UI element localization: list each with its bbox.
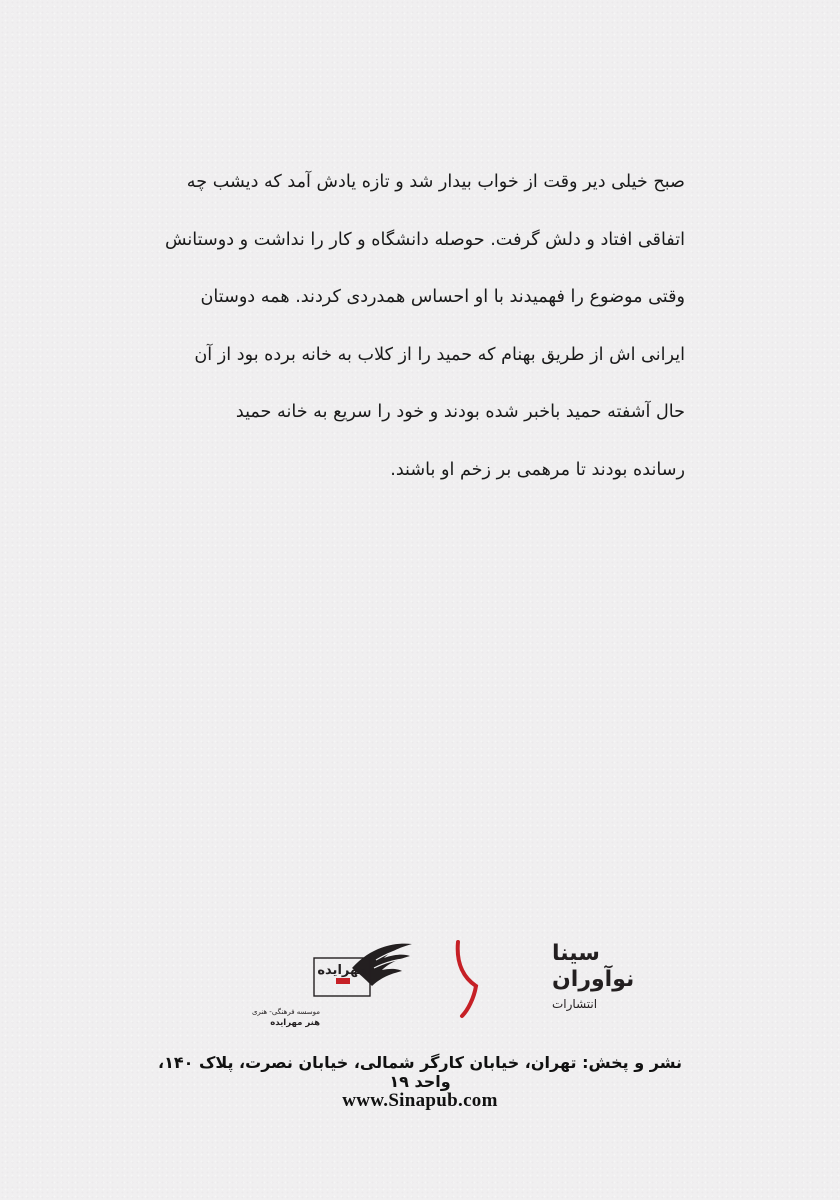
- body-line: اتفاقی افتاد و دلش گرفت. حوصله دانشگاه و کار را نداشت و دوستانش: [164, 229, 685, 250]
- nowavaran-line1: سینا: [552, 941, 600, 966]
- body-line: ایرانی اش از طریق بهنام که حمید را از کلاب به خانه برده بود از آن: [194, 344, 685, 365]
- body-line: وقتی موضوع را فهمیدند با او احساس همدردی کردند. همه دوستان: [200, 287, 685, 308]
- mehraydeh-line1: موسسه فرهنگی- هنری: [251, 1008, 320, 1016]
- body-line: حال آشفته حمید باخبر شده بودند و خود را سریع به خانه حمید: [235, 402, 685, 423]
- publisher-address: نشر و پخش: تهران، خیابان کارگر شمالی، خیابان نصرت، پلاک ۱۴۰، واحد ۱۹: [158, 1053, 682, 1091]
- body-paragraph: [155, 162, 685, 508]
- nowavaran-logo: [440, 934, 635, 1034]
- publisher-website: www.Sinapub.com: [342, 1090, 498, 1111]
- body-line: رسانده بودند تا مرهمی بر زخم او باشند.: [390, 459, 685, 480]
- mehraydeh-mark: مهرایده: [317, 963, 367, 978]
- mehraydeh-line2: هنر مهرایده: [270, 1018, 320, 1028]
- body-line: صبح خیلی دیر وقت از خواب بیدار شد و تازه یادش آمد که دیشب چه: [186, 172, 685, 192]
- nowavaran-label: انتشارات: [552, 997, 598, 1011]
- nowavaran-line2: نوآوران: [552, 967, 635, 992]
- publisher-logos: [251, 934, 635, 1034]
- mehraydeh-logo: [251, 938, 420, 1030]
